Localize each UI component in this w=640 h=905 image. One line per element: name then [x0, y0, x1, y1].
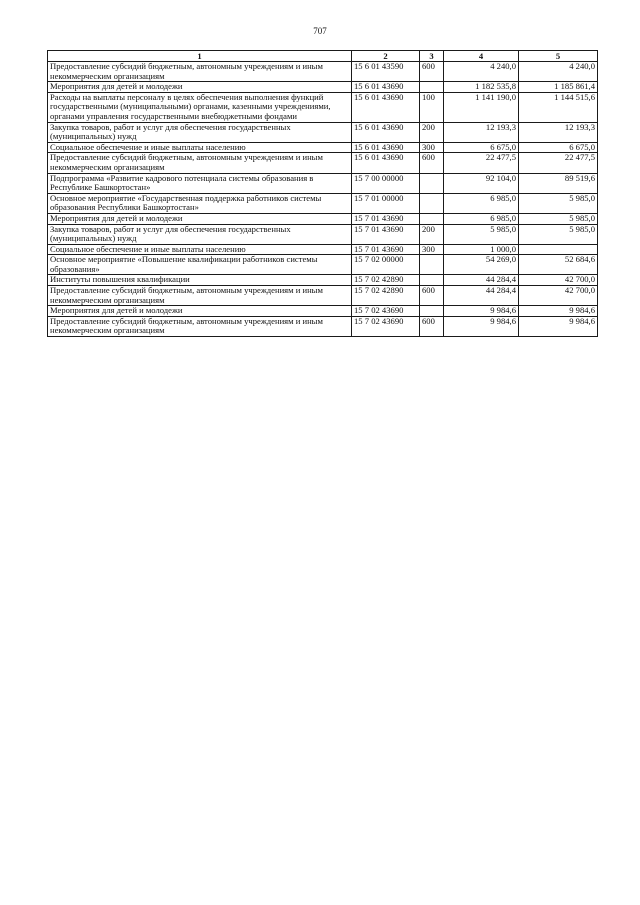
row-amount-2: 5 985,0	[519, 193, 598, 213]
row-type	[420, 173, 444, 193]
row-amount-1: 4 240,0	[444, 62, 519, 82]
table-row	[48, 153, 598, 173]
table-row	[48, 122, 598, 142]
row-name: Социальное обеспечение и иные выплаты населению	[48, 244, 352, 255]
row-code: 15 7 02 42890	[352, 286, 420, 306]
row-name: Предоставление субсидий бюджетным, автономным учреждениям и иным некоммерческим организациям	[48, 286, 352, 306]
row-amount-2: 5 985,0	[519, 224, 598, 244]
header-cell-name: 1	[48, 51, 352, 62]
row-name: Предоставление субсидий бюджетным, автономным учреждениям и иным некоммерческим организациям	[48, 316, 352, 336]
row-type: 600	[420, 316, 444, 336]
row-amount-1: 12 193,3	[444, 122, 519, 142]
row-amount-2: 4 240,0	[519, 62, 598, 82]
header-cell-amount-2: 5	[519, 51, 598, 62]
row-name: Социальное обеспечение и иные выплаты населению	[48, 142, 352, 153]
row-type: 300	[420, 142, 444, 153]
header-row	[48, 51, 598, 62]
table-row	[48, 306, 598, 317]
table-row	[48, 275, 598, 286]
row-code: 15 7 01 43690	[352, 224, 420, 244]
row-type	[420, 275, 444, 286]
row-amount-1: 1 182 535,8	[444, 82, 519, 93]
row-name: Основное мероприятие «Повышение квалификации работников системы образования»	[48, 255, 352, 275]
row-type: 300	[420, 244, 444, 255]
row-code: 15 7 01 00000	[352, 193, 420, 213]
row-name: Институты повышения квалификации	[48, 275, 352, 286]
row-type: 600	[420, 286, 444, 306]
header-cell-type: 3	[420, 51, 444, 62]
table-row	[48, 193, 598, 213]
table-row	[48, 224, 598, 244]
row-amount-1: 6 985,0	[444, 213, 519, 224]
row-type: 200	[420, 122, 444, 142]
table-row	[48, 142, 598, 153]
budget-table	[47, 50, 598, 337]
row-code: 15 7 02 42890	[352, 275, 420, 286]
table-row	[48, 244, 598, 255]
row-amount-1: 1 000,0	[444, 244, 519, 255]
row-amount-2: 1 144 515,6	[519, 92, 598, 122]
row-type: 200	[420, 224, 444, 244]
row-name: Расходы на выплаты персоналу в целях обеспечения выполнения функций государственными (муниципальными) органами, казенными учреждениями, органами управления государственными внебюджетными фондами	[48, 92, 352, 122]
row-amount-1: 22 477,5	[444, 153, 519, 173]
row-amount-1: 9 984,6	[444, 316, 519, 336]
row-code: 15 7 00 00000	[352, 173, 420, 193]
row-amount-1: 6 675,0	[444, 142, 519, 153]
table-row	[48, 62, 598, 82]
row-name: Подпрограмма «Развитие кадрового потенциала системы образования в Республике Башкортостан»	[48, 173, 352, 193]
row-code: 15 6 01 43690	[352, 153, 420, 173]
row-code: 15 6 01 43690	[352, 92, 420, 122]
row-name: Предоставление субсидий бюджетным, автономным учреждениям и иным некоммерческим организациям	[48, 62, 352, 82]
row-amount-1: 54 269,0	[444, 255, 519, 275]
row-amount-2: 89 519,6	[519, 173, 598, 193]
row-code: 15 7 01 43690	[352, 244, 420, 255]
row-code: 15 7 02 43690	[352, 316, 420, 336]
row-type: 600	[420, 153, 444, 173]
table-header	[48, 51, 598, 62]
row-name: Предоставление субсидий бюджетным, автономным учреждениям и иным некоммерческим организациям	[48, 153, 352, 173]
row-amount-2: 9 984,6	[519, 316, 598, 336]
row-name: Мероприятия для детей и молодежи	[48, 213, 352, 224]
row-amount-1: 1 141 190,0	[444, 92, 519, 122]
row-amount-2: 52 684,6	[519, 255, 598, 275]
header-cell-amount-1: 4	[444, 51, 519, 62]
page-number: 707	[313, 26, 327, 36]
row-code: 15 6 01 43690	[352, 82, 420, 93]
table-row	[48, 173, 598, 193]
row-amount-1: 92 104,0	[444, 173, 519, 193]
row-amount-2: 12 193,3	[519, 122, 598, 142]
row-type: 100	[420, 92, 444, 122]
header-cell-code: 2	[352, 51, 420, 62]
row-type: 600	[420, 62, 444, 82]
row-code: 15 7 02 00000	[352, 255, 420, 275]
table-body	[48, 62, 598, 337]
row-code: 15 6 01 43690	[352, 122, 420, 142]
row-code: 15 7 01 43690	[352, 213, 420, 224]
table-row	[48, 316, 598, 336]
row-amount-2: 5 985,0	[519, 213, 598, 224]
row-amount-2: 42 700,0	[519, 286, 598, 306]
table-row	[48, 92, 598, 122]
row-type	[420, 82, 444, 93]
row-amount-2: 1 185 861,4	[519, 82, 598, 93]
row-name: Мероприятия для детей и молодежи	[48, 82, 352, 93]
row-amount-1: 44 284,4	[444, 286, 519, 306]
row-type	[420, 306, 444, 317]
row-type	[420, 193, 444, 213]
row-code: 15 7 02 43690	[352, 306, 420, 317]
row-type	[420, 255, 444, 275]
row-amount-2: 9 984,6	[519, 306, 598, 317]
table-row	[48, 286, 598, 306]
table-row	[48, 82, 598, 93]
table-row	[48, 213, 598, 224]
row-amount-2	[519, 244, 598, 255]
row-amount-1: 44 284,4	[444, 275, 519, 286]
row-name: Основное мероприятие «Государственная поддержка работников системы образования Республики Башкортостан»	[48, 193, 352, 213]
row-amount-1: 6 985,0	[444, 193, 519, 213]
table-row	[48, 255, 598, 275]
row-type	[420, 213, 444, 224]
row-name: Мероприятия для детей и молодежи	[48, 306, 352, 317]
row-amount-1: 9 984,6	[444, 306, 519, 317]
row-amount-2: 42 700,0	[519, 275, 598, 286]
row-amount-1: 5 985,0	[444, 224, 519, 244]
row-name: Закупка товаров, работ и услуг для обеспечения государственных (муниципальных) нужд	[48, 122, 352, 142]
row-name: Закупка товаров, работ и услуг для обеспечения государственных (муниципальных) нужд	[48, 224, 352, 244]
row-code: 15 6 01 43590	[352, 62, 420, 82]
row-code: 15 6 01 43690	[352, 142, 420, 153]
row-amount-2: 22 477,5	[519, 153, 598, 173]
row-amount-2: 6 675,0	[519, 142, 598, 153]
